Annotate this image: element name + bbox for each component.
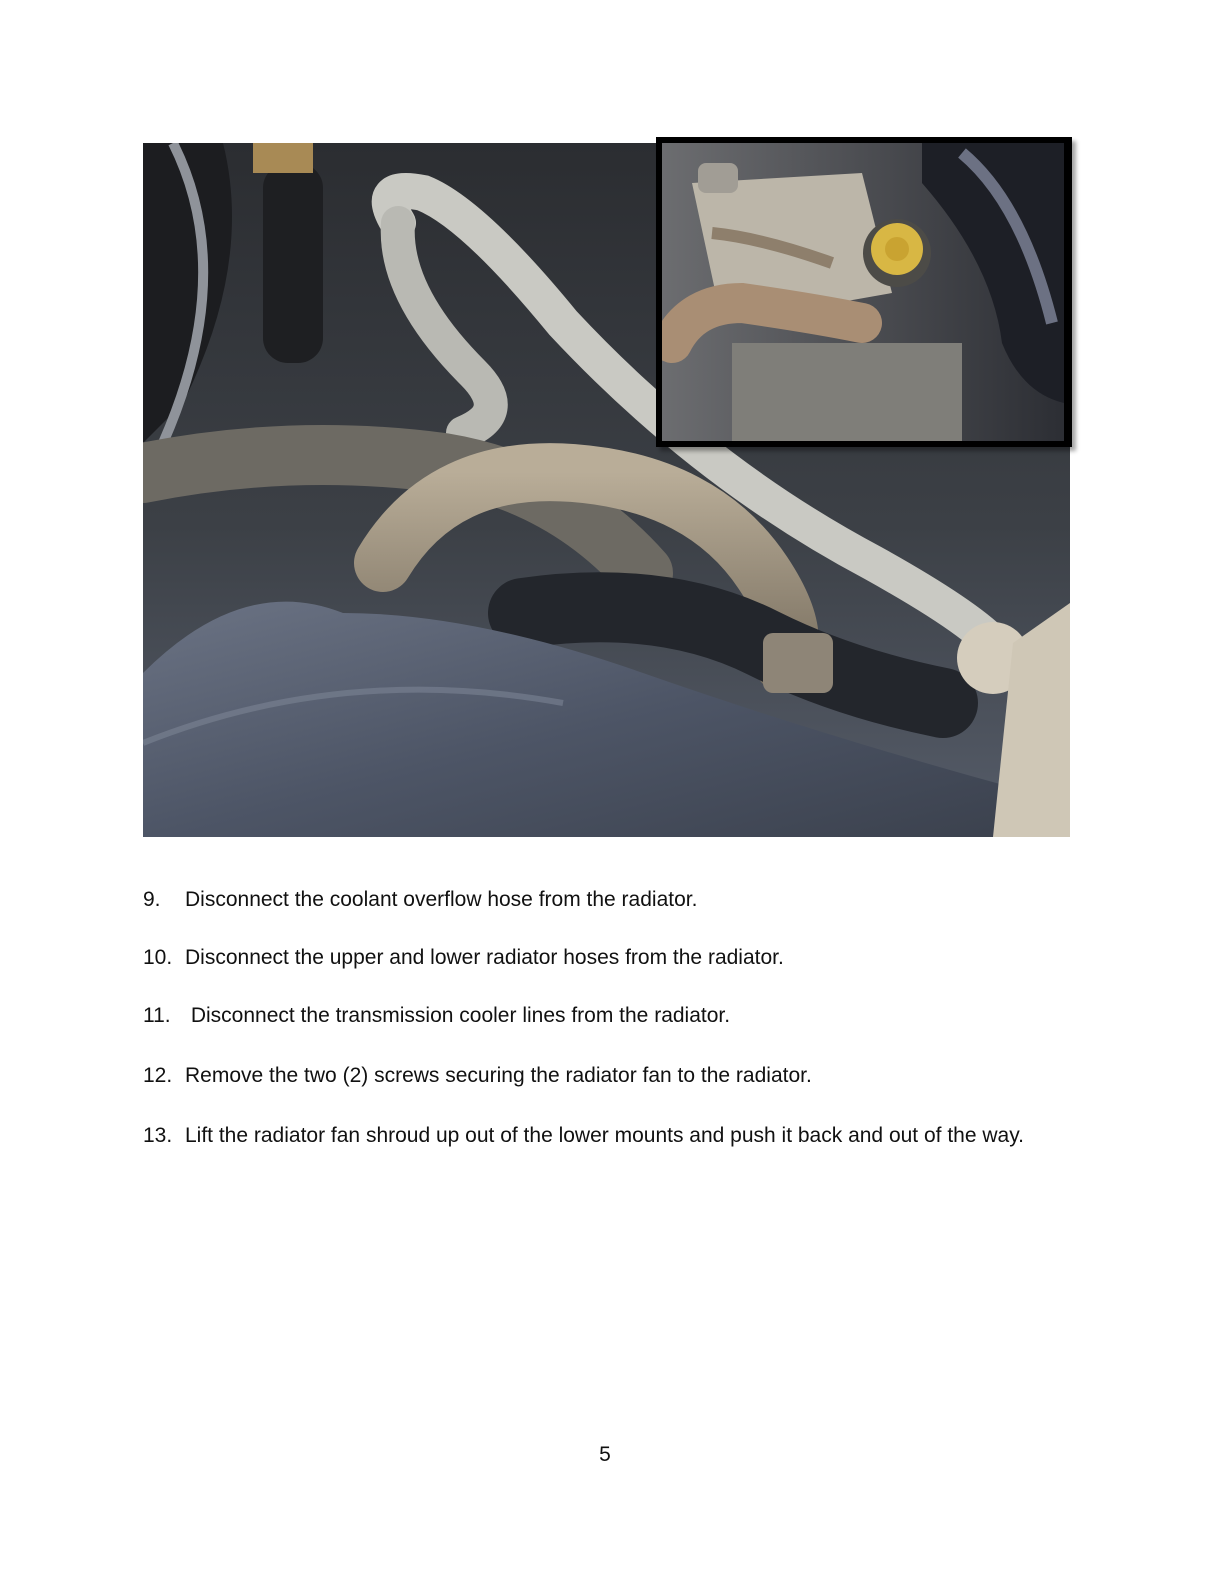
page-number: 5 bbox=[599, 1443, 611, 1466]
step-number: 13. bbox=[143, 1124, 173, 1147]
step-item-10 bbox=[143, 943, 1043, 972]
radiator-cap-illustration bbox=[662, 143, 1064, 441]
step-number: 9. bbox=[143, 888, 161, 911]
step-item-9 bbox=[143, 885, 1043, 914]
inset-photo-frame bbox=[656, 137, 1072, 447]
step-text: Lift the radiator fan shroud up out of the lower mounts and push it back and out of the way. bbox=[185, 1124, 1024, 1147]
step-text: Remove the two (2) screws securing the radiator fan to the radiator. bbox=[185, 1064, 812, 1087]
step-number: 10. bbox=[143, 946, 173, 969]
step-item-11 bbox=[143, 1001, 1043, 1030]
step-text: Disconnect the coolant overflow hose from the radiator. bbox=[185, 888, 698, 911]
instruction-steps bbox=[143, 885, 1043, 1150]
inset-photo bbox=[662, 143, 1064, 441]
step-number: 12. bbox=[143, 1064, 173, 1087]
step-number: 11. bbox=[143, 1004, 171, 1027]
step-text: Disconnect the transmission cooler lines from the radiator. bbox=[185, 1004, 731, 1027]
step-item-12 bbox=[143, 1061, 1043, 1090]
step-text: Disconnect the upper and lower radiator hoses from the radiator. bbox=[185, 946, 784, 969]
step-item-13 bbox=[143, 1121, 1043, 1150]
